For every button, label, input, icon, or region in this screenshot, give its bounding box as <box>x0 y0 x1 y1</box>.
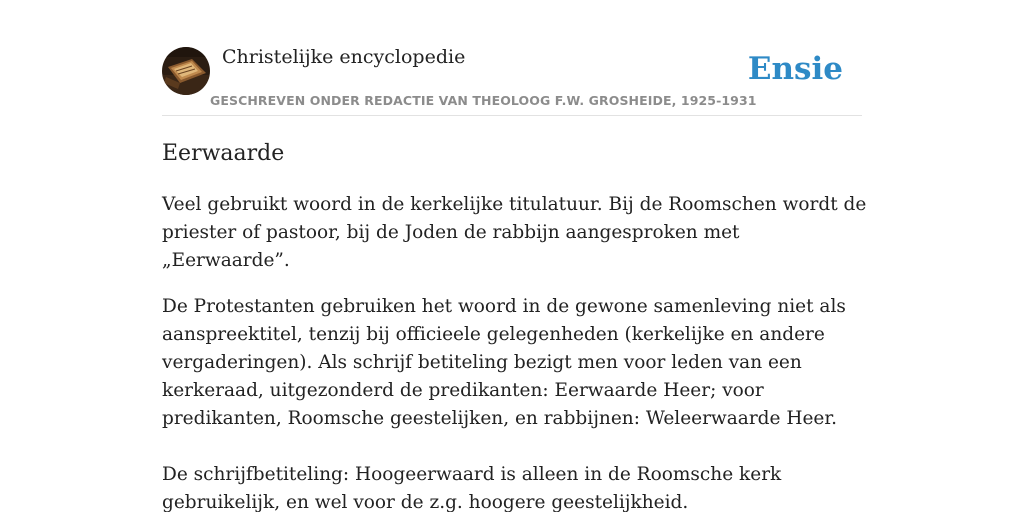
book-cover-icon[interactable] <box>162 47 210 95</box>
book-subtitle: GESCHREVEN ONDER REDACTIE VAN THEOLOOG F.W. GROSHEIDE, 1925-1931 <box>210 93 757 108</box>
article-paragraph: De Protestanten gebruiken het woord in de gewone samenleving niet als aanspreektitel, tenzij bij officieele gelegenheden (kerkelijke en andere vergaderingen). Als schrijf betiteling bezigt men voor leden van een kerkeraad, uitgezonderd de predikanten: Eerwaarde Heer; voor predikanten, Roomsche geestelijken, en rabbijnen: Weleerwaarde Heer. De schrijfbetiteling: Hoogeerwaard is alleen in de Roomsche kerk gebruikelijk, en wel voor de z.g. hoogere geestelijkheid. <box>162 296 846 512</box>
article-title: Eerwaarde <box>162 141 285 166</box>
article-paragraph: Veel gebruikt woord in de kerkelijke titulatuur. Bij de Roomschen wordt de priester of pastoor, bij de Joden de rabbijn aangesproken met „Eerwaarde”. <box>162 194 867 271</box>
book-title[interactable]: Christelijke encyclopedie <box>222 46 466 68</box>
header <box>162 45 862 116</box>
article <box>162 138 868 512</box>
ensie-logo-link[interactable]: Ensie <box>747 51 843 87</box>
